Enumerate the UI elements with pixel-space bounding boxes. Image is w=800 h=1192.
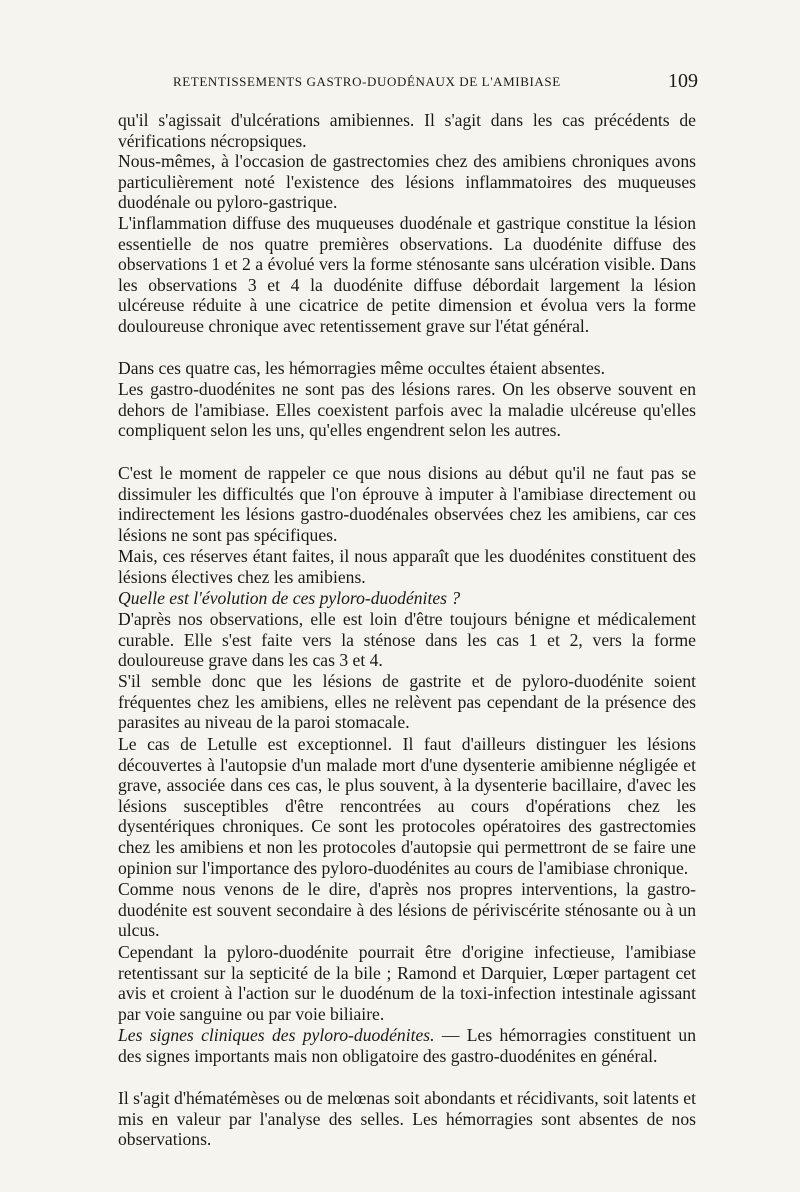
paragraph-text: Cependant la pyloro-duodénite pourrait être d'origine infectieuse, l'amibiase retentissant sur la septicité de la bile ; Ramond et Darquier, Lœper partagent cet avis et croient à l'action sur le duodénum de la toxi-infection intestinale agissant par voie sanguine ou par voie biliaire. [118,942,696,1024]
section-lead: Les signes cliniques des pyloro-duodénites. [118,1025,435,1045]
paragraph-text: C'est le moment de rappeler ce que nous disions au début qu'il ne faut pas se dissimuler les difficultés que l'on éprouve à imputer à l'amibiase directement ou indirectement les lésions gastro-duodénales observées chez les amibiens, car ces lésions ne sont pas spécifiques. [118,463,696,545]
paragraph [118,609,696,671]
paragraph [118,1088,696,1150]
question-heading: Quelle est l'évolution de ces pyloro-duodénites ? [118,588,461,608]
paragraph [118,110,696,151]
paragraph-text: Le cas de Letulle est exceptionnel. Il faut d'ailleurs distinguer les lésions découvertes à l'autopsie d'un malade mort d'une dysenterie amibienne négligée et grave, associée dans ces cas, le plus souvent, à la dysenterie bacillaire, d'avec les lésions susceptibles d'être rencontrées au cours d'opérations chez les dysentériques chroniques. Ce sont les protocoles opératoires des gastrectomies chez les amibiens et non les protocoles d'autopsie qui permettront de se faire une opinion sur l'importance des pyloro-duodénites au cours de l'amibiase chronique. [118,734,696,878]
paragraph [118,213,696,337]
running-title: RETENTISSEMENTS GASTRO-DUODÉNAUX DE L'AMIBIASE [173,74,561,89]
paragraph-text: D'après nos observations, elle est loin d'être toujours bénigne et médicalement curable. Elle s'est faite vers la sténose dans les cas 1 et 2, vers la forme douloureuse grave dans les cas 3 et 4. [118,609,696,671]
paragraph-text: Il s'agit d'hématémèses ou de melœnas soit abondants et récidivants, soit latents et mis en valeur par l'analyse des selles. Les hémorragies sont absentes de nos observations. [118,1088,696,1150]
paragraph [118,151,696,213]
paragraph [118,463,696,545]
paragraph [118,546,696,587]
paragraph [118,358,696,379]
paragraph [118,671,696,733]
paragraph-text: Nous-mêmes, à l'occasion de gastrectomies chez des amibiens chroniques avons particulièrement noté l'existence des lésions inflammatoires des muqueuses duodénale ou pyloro-gastrique. [118,151,696,213]
paragraph-text: Comme nous venons de le dire, d'après nos propres interventions, la gastro-duodénite est souvent secondaire à des lésions de périviscérite sténosante ou à un ulcus. [118,879,696,941]
paragraph-text: S'il semble donc que les lésions de gastrite et de pyloro-duodénite soient fréquentes chez les amibiens, elles ne relèvent pas cependant de la présence des parasites au niveau de la paroi stomacale. [118,671,696,733]
paragraph [118,942,696,1024]
paragraph-text: Mais, ces réserves étant faites, il nous apparaît que les duodénites constituent des lésions électives chez les amibiens. [118,546,696,587]
paragraph-text: Les gastro-duodénites ne sont pas des lésions rares. On les observe souvent en dehors de l'amibiase. Elles coexistent parfois avec la maladie ulcéreuse qu'elles compliquent selon les uns, qu'elles engendrent selon les autres. [118,379,696,441]
paragraph [118,379,696,441]
page-number: 109 [668,70,698,92]
paragraph-text: qu'il s'agissait d'ulcérations amibiennes. Il s'agit dans les cas précédents de vérifications nécropsiques. [118,110,696,151]
section-question [118,588,696,609]
paragraph-text: L'inflammation diffuse des muqueuses duodénale et gastrique constitue la lésion essentielle de nos quatre premières observations. La duodénite diffuse des observations 1 et 2 a évolué vers la forme sténosante sans ulcération visible. Dans les observations 3 et 4 la duodénite diffuse débordait largement la lésion ulcéreuse réduite à une cicatrice de petite dimension et évolua vers la forme douloureuse chronique avec retentissement grave sur l'état général. [118,213,696,336]
paragraph [118,879,696,941]
paragraph-text: Dans ces quatre cas, les hémorragies même occultes étaient absentes. [118,358,606,378]
running-header [118,72,698,94]
paragraph [118,734,696,878]
paragraph [118,1025,696,1066]
paragraph-text: — Les hémorragies constituent un des signes importants mais non obligatoire des gastro-duodénites en général. [118,1025,696,1066]
